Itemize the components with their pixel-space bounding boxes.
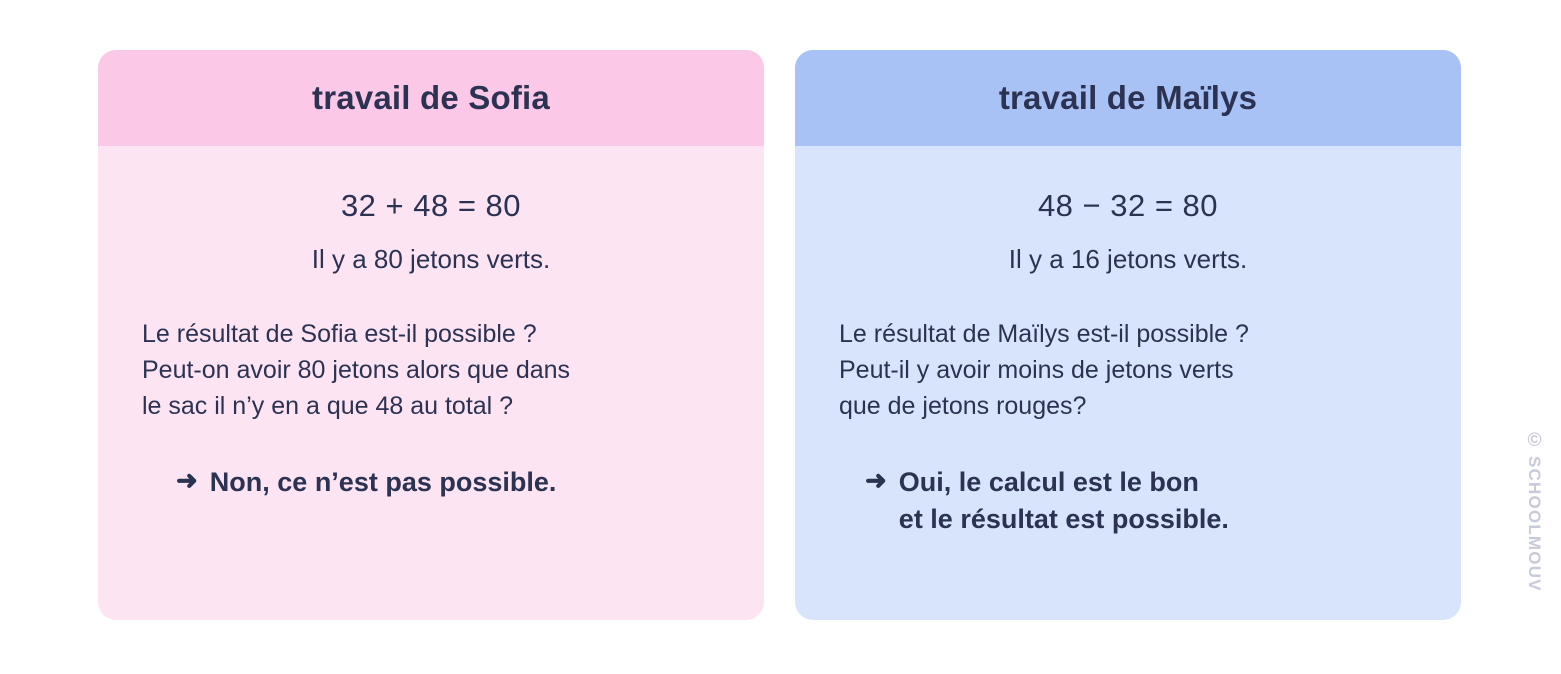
card-mailys-title: travail de Maïlys bbox=[795, 50, 1461, 146]
watermark-text: SCHOOLMOUV bbox=[1525, 456, 1544, 592]
card-mailys-question-line-1: Le résultat de Maïlys est-il possible ? bbox=[839, 320, 1249, 348]
card-sofia-question-line-1: Le résultat de Sofia est-il possible ? bbox=[142, 320, 537, 348]
card-sofia-question bbox=[142, 317, 720, 424]
card-sofia-title: travail de Sofia bbox=[98, 50, 764, 146]
arrow-right-icon: ➜ bbox=[176, 465, 198, 496]
card-mailys-answer-line-2: et le résultat est possible. bbox=[898, 503, 1229, 534]
card-mailys bbox=[795, 50, 1461, 620]
arrow-right-icon: ➜ bbox=[865, 465, 887, 496]
watermark bbox=[1517, 386, 1551, 636]
card-sofia-body bbox=[98, 146, 764, 501]
card-sofia bbox=[98, 50, 764, 620]
card-sofia-question-line-2: Peut-on avoir 80 jetons alors que dans bbox=[142, 355, 571, 384]
card-mailys-answer bbox=[839, 464, 1417, 537]
card-sofia-equation: 32 + 48 = 80 bbox=[340, 188, 522, 223]
card-mailys-statement: Il y a 16 jetons verts. bbox=[1008, 244, 1248, 274]
card-sofia-statement: Il y a 80 jetons verts. bbox=[311, 244, 551, 274]
card-mailys-question-line-2: Peut-il y avoir moins de jetons verts bbox=[839, 355, 1234, 384]
card-mailys-question bbox=[839, 317, 1417, 424]
card-mailys-body bbox=[795, 146, 1461, 537]
card-mailys-equation: 48 − 32 = 80 bbox=[1037, 188, 1219, 223]
card-mailys-answer-line-1: Oui, le calcul est le bon bbox=[898, 467, 1199, 498]
card-mailys-answer-text bbox=[899, 464, 1229, 537]
card-mailys-question-line-3: que de jetons rouges? bbox=[839, 391, 1087, 420]
card-sofia-question-line-3: le sac il n’y en a que 48 au total ? bbox=[142, 391, 514, 420]
card-sofia-answer bbox=[142, 464, 720, 500]
card-sofia-answer-text bbox=[210, 464, 557, 500]
card-sofia-answer-line-1: Non, ce n’est pas possible. bbox=[209, 467, 557, 498]
copyright-icon: © bbox=[1524, 430, 1545, 453]
